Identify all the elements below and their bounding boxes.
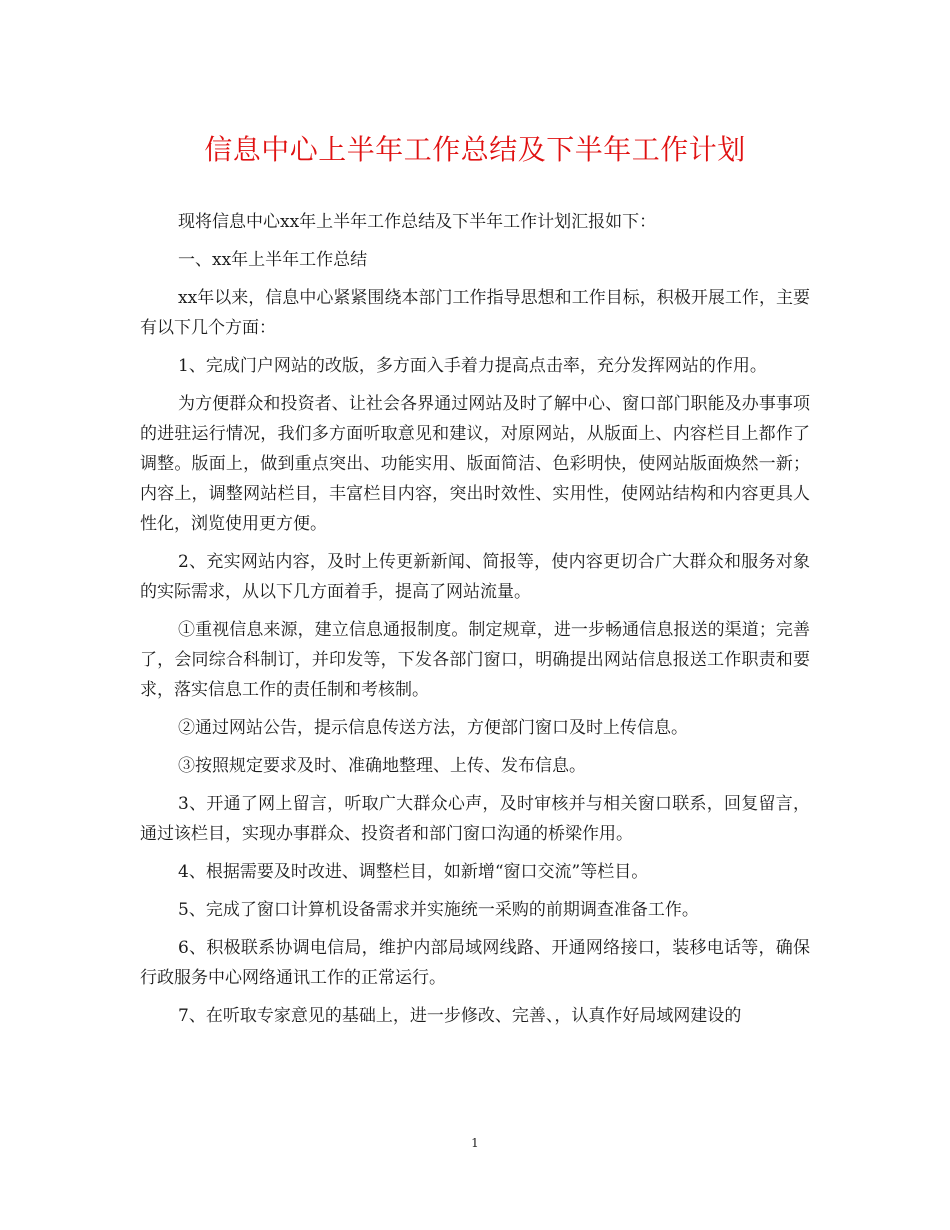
document-title: 信息中心上半年工作总结及下半年工作计划 <box>204 133 746 166</box>
paragraph: ③按照规定要求及时、准确地整理、上传、发布信息。 <box>178 756 586 776</box>
paragraph: 2、充实网站内容，及时上传更新新闻、简报等，使内容更切合广大群众和服务对象的实际需求，从以下几方面着手，提高了网站流量。 <box>140 552 810 602</box>
section-heading: 一、xx年上半年工作总结 <box>178 250 368 270</box>
paragraph: 4、根据需要及时改进、调整栏目，如新增“窗口交流”等栏目。 <box>178 862 649 882</box>
paragraph: 为方便群众和投资者、让社会各界通过网站及时了解中心、窗口部门职能及办事事项的进驻运行情况，我们多方面听取意见和建议，对原网站，从版面上、内容栏目上都作了调整。版面上，做到重点突出、功能实用、版面简洁、色彩明快，使网站版面焕然一新；内容上，调整网站栏目，丰富栏目内容，突出时效性、实用性，使网站结构和内容更具人性化，浏览使用更方便。 <box>140 394 810 534</box>
paragraph: ②通过网站公告，提示信息传送方法，方便部门窗口及时上传信息。 <box>178 718 688 738</box>
paragraph: 现将信息中心xx年上半年工作总结及下半年工作计划汇报如下： <box>178 212 657 232</box>
paragraph: 3、开通了网上留言，听取广大群众心声，及时审核并与相关窗口联系，回复留言，通过该栏目，实现办事群众、投资者和部门窗口沟通的桥梁作用。 <box>140 794 810 844</box>
paragraph: ①重视信息来源，建立信息通报制度。制定规章，进一步畅通信息报送的渠道；完善了，会同综合科制订，并印发等，下发各部门窗口，明确提出网站信息报送工作职责和要求，落实信息工作的责任制和考核制。 <box>140 620 810 700</box>
paragraph: 7、在听取专家意见的基础上，进一步修改、完善、，认真作好局域网建设的 <box>178 1006 742 1026</box>
paragraph: xx年以来，信息中心紧紧围绕本部门工作指导思想和工作目标，积极开展工作，主要有以下几个方面： <box>140 288 810 338</box>
document-body <box>140 207 810 1039</box>
page-number: 1 <box>471 1136 479 1150</box>
paragraph: 5、完成了窗口计算机设备需求并实施统一采购的前期调查准备工作。 <box>178 900 699 920</box>
paragraph: 6、积极联系协调电信局，维护内部局域网线路、开通网络接口，装移电话等，确保行政服务中心网络通讯工作的正常运行。 <box>140 938 810 988</box>
paragraph: 1、完成门户网站的改版，多方面入手着力提高点击率，充分发挥网站的作用。 <box>178 356 767 376</box>
